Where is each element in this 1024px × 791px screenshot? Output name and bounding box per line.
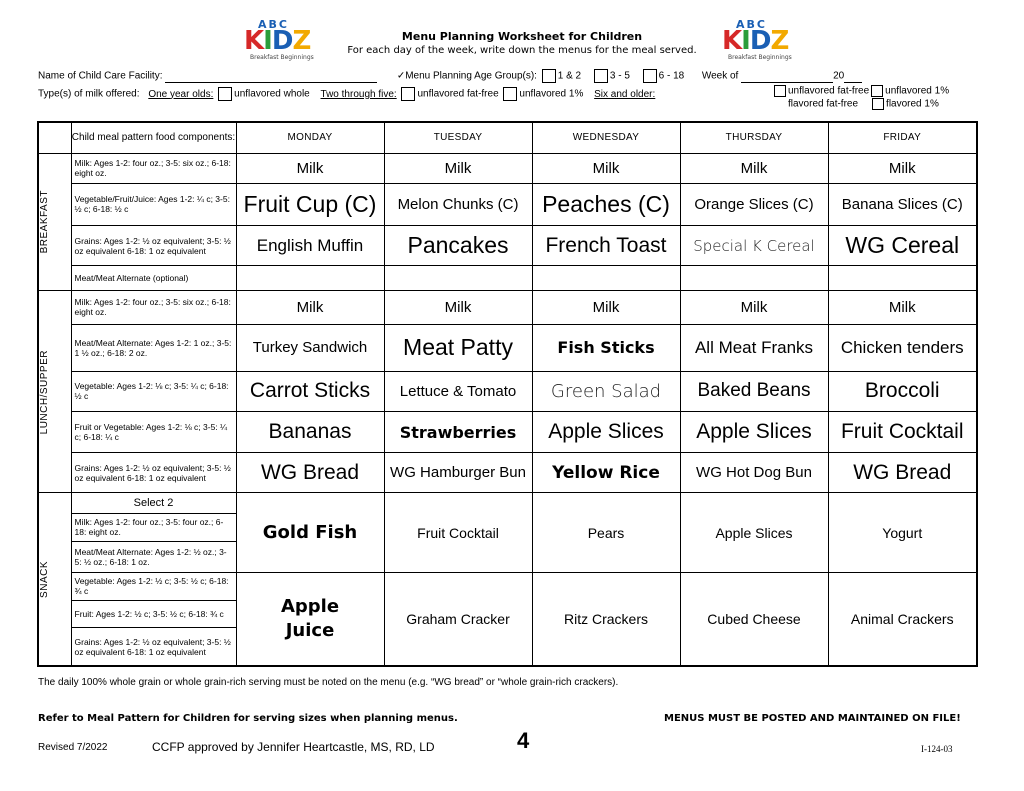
menu-cell[interactable] [532,266,680,291]
snack-cell[interactable]: Pears [532,493,680,572]
menu-grid [37,121,978,667]
menu-cell[interactable]: Fish Sticks [532,324,680,371]
menu-cell[interactable]: Milk [236,291,384,324]
menu-cell[interactable]: Banana Slices (C) [828,183,977,225]
menu-cell[interactable]: All Meat Franks [680,324,828,371]
snack-cell[interactable]: Yogurt [828,493,977,572]
menu-cell[interactable]: Milk [532,291,680,324]
age-groups-label: ✓Menu Planning Age Group(s): [396,70,537,82]
revision-date: Revised 7/2022 [38,742,108,753]
snack-vegetable-row [38,572,977,600]
year-prefix: 20 [833,70,845,82]
menu-cell[interactable]: Milk [532,153,680,183]
facility-label: Name of Child Care Facility: [38,70,163,82]
day-header: TUESDAY [384,122,532,153]
menu-cell[interactable]: Pancakes [384,226,532,266]
menu-cell[interactable] [828,266,977,291]
menu-cell[interactable] [384,266,532,291]
approval-line: CCFP approved by Jennifer Heartcastle, MS, RD, LD [152,740,435,754]
menu-cell[interactable]: Yellow Rice [532,453,680,493]
meal-pattern-reference: Refer to Meal Pattern for Children for serving sizes when planning menus. [38,713,458,724]
component-label: Grains: Ages 1-2: ½ oz equivalent; 3-5: ½ oz equivalent 6-18: 1 oz equivalent [71,453,236,493]
menu-cell[interactable]: Milk [236,153,384,183]
menu-cell[interactable]: Meat Patty [384,324,532,371]
two-five-option: unflavored 1% [519,88,584,100]
component-label: Meat/Meat Alternate: Ages 1-2: 1 oz.; 3-5: 1 ½ oz.; 6-18: 2 oz. [71,324,236,371]
menu-cell[interactable]: Apple Slices [680,412,828,453]
menu-cell[interactable]: Apple Slices [532,412,680,453]
menu-cell[interactable]: Green Salad [532,371,680,411]
two-five-fatfree-checkbox[interactable] [401,87,415,101]
snack-cell[interactable]: Gold Fish [236,493,384,572]
two-five-label: Two through five: [320,88,397,100]
menu-cell[interactable]: Peaches (C) [532,183,680,225]
six-option: unflavored fat-free [788,85,870,97]
menu-cell[interactable]: WG Hot Dog Bun [680,453,828,493]
six-flavored-1pct-checkbox[interactable] [872,98,884,110]
milk-label: Type(s) of milk offered: [38,88,140,100]
breakfast-milk-row [38,153,977,183]
logo-tagline: Breakfast Beginnings [250,54,314,61]
breakfast-section-label: BREAKFAST [38,153,71,291]
week-input[interactable] [741,73,833,83]
six-fatfree-checkbox[interactable] [774,85,786,97]
six-older-options [772,85,949,110]
component-label: Grains: Ages 1-2: ½ oz equivalent; 3-5: ½ oz equivalent 6-18: 1 oz equivalent [71,226,236,266]
component-label: Meat/Meat Alternate (optional) [71,266,236,291]
one-year-label: One year olds: [148,88,214,100]
menu-cell[interactable]: Fruit Cup (C) [236,183,384,225]
menu-cell[interactable]: Turkey Sandwich [236,324,384,371]
menu-cell[interactable]: Baked Beans [680,371,828,411]
logo-abc: ABC [736,18,767,31]
logo-word: KIDZ [244,26,311,56]
year-input[interactable] [844,73,862,83]
six-option: flavored 1% [886,98,939,110]
menu-cell[interactable] [236,266,384,291]
menu-cell[interactable]: WG Hamburger Bun [384,453,532,493]
menu-cell[interactable]: Special K Cereal [680,226,828,266]
breakfast-fruit-row [38,183,977,225]
whole-grain-note: The daily 100% whole grain or whole grain-rich serving must be noted on the menu (e.g. “WG bread” or “whole grain-rich crackers). [38,677,619,688]
component-label: Fruit or Vegetable: Ages 1-2: ⅛ c; 3-5: ¼ c; 6-18: ¼ c [71,412,236,453]
menu-cell[interactable]: Milk [680,153,828,183]
menu-cell[interactable] [680,266,828,291]
day-header: THURSDAY [680,122,828,153]
component-label: Milk: Ages 1-2: four oz.; 3-5: six oz.; 6-18: eight oz. [71,153,236,183]
page-number: 4 [517,728,530,753]
snack-cell[interactable]: Apple Slices [680,493,828,572]
component-header: Child meal pattern food components: [71,122,236,153]
snack-cell[interactable]: Apple Juice [236,572,384,666]
age-option-label: 1 & 2 [557,70,582,82]
lunch-meat-row [38,324,977,371]
breakfast-grains-row [38,226,977,266]
select-two-label: Select 2 [71,493,236,513]
day-header: MONDAY [236,122,384,153]
age-1-2-checkbox[interactable] [542,69,556,83]
one-year-option: unflavored whole [234,88,310,100]
age-option-label: 3 - 5 [609,70,630,82]
worksheet-subtitle: For each day of the week, write down the menus for the meal served. [347,45,697,56]
facility-input[interactable] [165,73,377,83]
menu-cell[interactable]: English Muffin [236,226,384,266]
six-1pct-checkbox[interactable] [871,85,883,97]
worksheet-title: Menu Planning Worksheet for Children [401,30,643,43]
component-label: Milk: Ages 1-2: four oz.; 3-5: six oz.; 6-18: eight oz. [71,291,236,324]
posting-notice: MENUS MUST BE POSTED AND MAINTAINED ON FILE! [664,713,961,724]
menu-cell[interactable]: WG Bread [236,453,384,493]
facility-line [38,69,862,83]
lunch-vegetable-row [38,371,977,411]
one-year-whole-checkbox[interactable] [218,87,232,101]
menu-cell[interactable]: Orange Slices (C) [680,183,828,225]
component-label: Milk: Ages 1-2: four oz.; 3-5: four oz.; 6-18: eight oz. [71,513,236,541]
snack-cell[interactable]: Cubed Cheese [680,572,828,666]
component-label: Vegetable/Fruit/Juice: Ages 1-2: ¼ c; 3-5: ½ c; 6-18: ½ c [71,183,236,225]
menu-cell[interactable]: Milk [828,153,977,183]
two-five-1pct-checkbox[interactable] [503,87,517,101]
snack-cell[interactable]: Ritz Crackers [532,572,680,666]
lunch-section-label: LUNCH/SUPPER [38,291,71,493]
menu-cell[interactable]: WG Bread [828,453,977,493]
week-label: Week of [701,70,739,82]
snack-section-label: SNACK [38,493,71,666]
menu-cell[interactable]: Milk [384,291,532,324]
snack-select-row [38,493,977,513]
menu-cell[interactable]: Broccoli [828,371,977,411]
age-6-18-checkbox[interactable] [643,69,657,83]
menu-cell[interactable]: Lettuce & Tomato [384,371,532,411]
logo-abc: ABC [258,18,289,31]
menu-cell[interactable]: Chicken tenders [828,324,977,371]
six-option: unflavored 1% [885,85,950,97]
component-label: Grains: Ages 1-2: ½ oz equivalent; 3-5: ½ oz equivalent 6-18: 1 oz equivalent [71,628,236,666]
menu-cell[interactable]: Melon Chunks (C) [384,183,532,225]
snack-cell[interactable]: Animal Crackers [828,572,977,666]
component-label: Fruit: Ages 1-2: ½ c; 3-5: ½ c; 6-18: ¾ c [71,601,236,628]
lunch-milk-row [38,291,977,324]
six-older-label: Six and older: [594,88,656,100]
menu-cell[interactable]: Milk [828,291,977,324]
menu-cell[interactable]: Carrot Sticks [236,371,384,411]
lunch-grains-row [38,453,977,493]
component-label: Vegetable: Ages 1-2: ½ c; 3-5: ½ c; 6-18: ¾ c [71,572,236,600]
menu-cell[interactable]: Fruit Cocktail [828,412,977,453]
component-label: Meat/Meat Alternate: Ages 1-2: ½ oz.; 3-5: ½ oz.; 6-18: 1 oz. [71,541,236,572]
menu-cell[interactable]: French Toast [532,226,680,266]
menu-cell[interactable]: Bananas [236,412,384,453]
snack-cell[interactable]: Fruit Cocktail [384,493,532,572]
menu-cell[interactable]: Milk [384,153,532,183]
two-five-option: unflavored fat-free [417,88,499,100]
milk-line [38,87,655,101]
menu-cell[interactable]: Strawberries [384,412,532,453]
menu-cell[interactable]: WG Cereal [828,226,977,266]
day-header: FRIDAY [828,122,977,153]
lunch-fruit-row [38,412,977,453]
form-id: I-124-03 [921,744,953,754]
day-header: WEDNESDAY [532,122,680,153]
age-3-5-checkbox[interactable] [594,69,608,83]
component-label: Vegetable: Ages 1-2: ⅛ c; 3-5: ¼ c; 6-18: ½ c [71,371,236,411]
logo-word: KIDZ [722,26,789,56]
menu-cell[interactable]: Milk [680,291,828,324]
snack-cell[interactable]: Graham Cracker [384,572,532,666]
age-option-label: 6 - 18 [658,70,685,82]
breakfast-meat-row [38,266,977,291]
header-row [38,122,977,153]
logo-tagline: Breakfast Beginnings [728,54,792,61]
six-option: flavored fat-free [788,98,859,110]
